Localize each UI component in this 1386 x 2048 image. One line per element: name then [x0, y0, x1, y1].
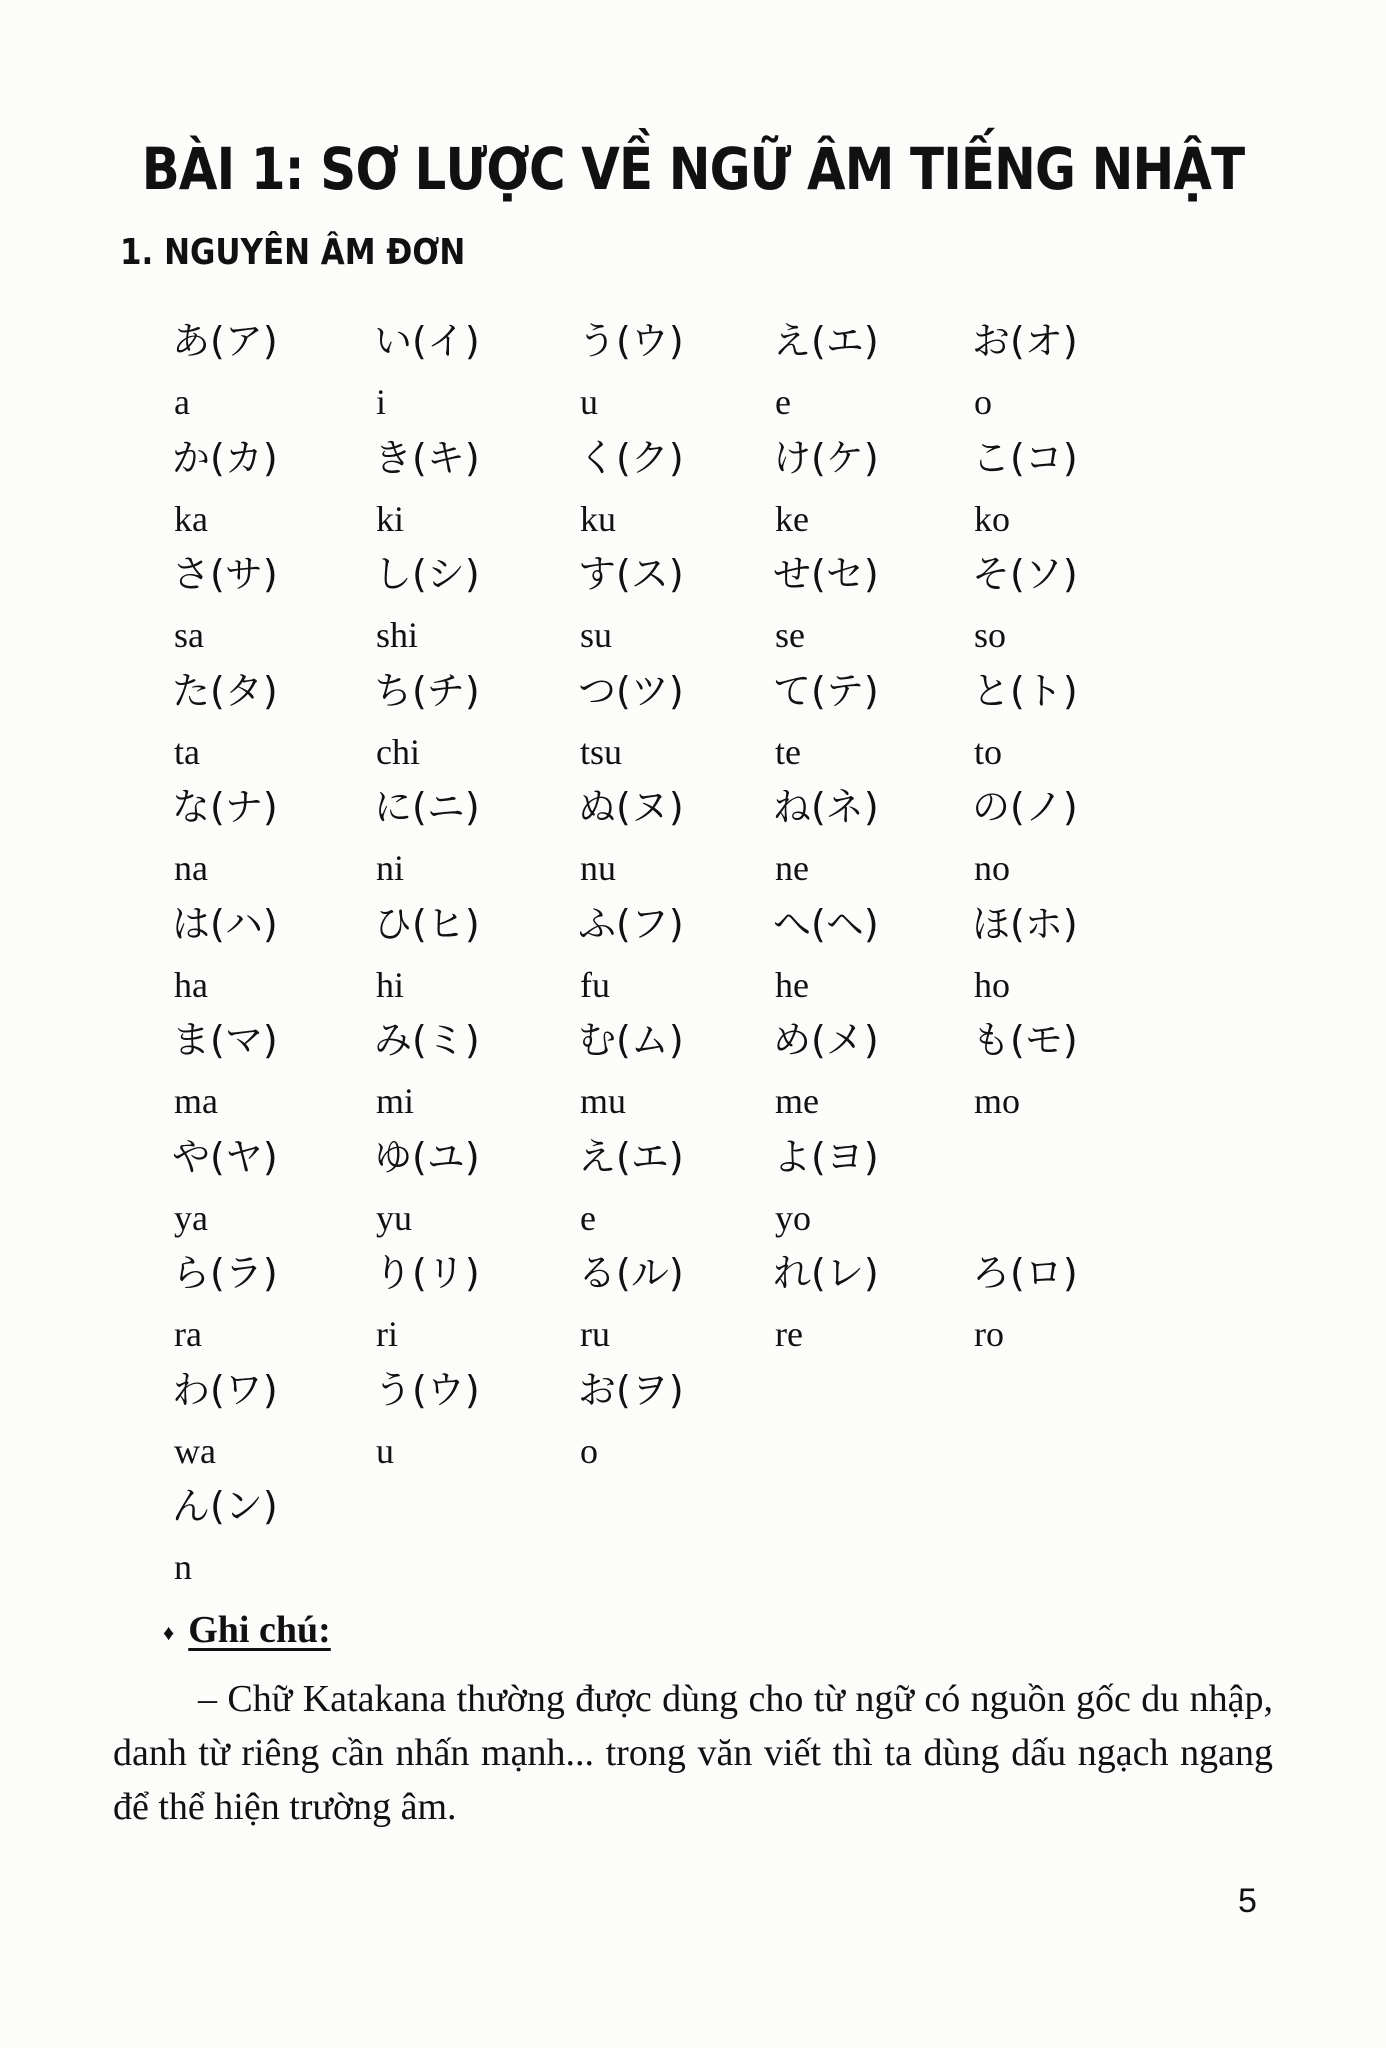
- kana-character: き(キ): [374, 435, 480, 480]
- kana-character: ね(ネ): [773, 785, 879, 829]
- romaji-reading: o: [580, 1430, 598, 1471]
- kana-character: す(ス): [578, 552, 684, 596]
- kana-character: た(タ): [172, 668, 278, 713]
- romaji-reading: hi: [376, 964, 405, 1005]
- note-heading: [163, 1608, 331, 1652]
- note-body: – Chữ Katakana thường được dùng cho từ ngữ có nguồn gốc du nhập, danh từ riêng cần nhấn mạnh... trong văn viết thì ta dùng dấu ngạch ngang để thể hiện trường âm.: [113, 1678, 1273, 1828]
- kana-character: わ(ワ): [172, 1367, 278, 1412]
- romaji-reading: ko: [974, 498, 1010, 539]
- kana-character: つ(ツ): [578, 668, 684, 713]
- romaji-reading: nu: [580, 848, 616, 888]
- kana-character: め(メ): [773, 1018, 879, 1062]
- romaji-reading: no: [974, 848, 1010, 888]
- kana-character: か(カ): [172, 435, 278, 480]
- kana-character: お(オ): [972, 319, 1078, 363]
- kana-character: と(ト): [972, 668, 1078, 713]
- kana-character: せ(セ): [773, 552, 879, 596]
- romaji-reading: ho: [974, 964, 1010, 1005]
- kana-character: ろ(ロ): [972, 1251, 1078, 1295]
- kana-character: ら(ラ): [172, 1251, 278, 1295]
- kana-character: い(イ): [374, 319, 480, 363]
- romaji-reading: he: [775, 964, 809, 1005]
- kana-character: け(ケ): [773, 435, 879, 480]
- romaji-reading: shi: [376, 615, 419, 655]
- diamond-bullet-icon: ♦: [163, 1620, 175, 1646]
- kana-character: え(エ): [773, 319, 879, 363]
- romaji-reading: ha: [174, 964, 208, 1005]
- romaji-reading: su: [580, 615, 613, 655]
- kana-character: へ(ヘ): [773, 901, 879, 946]
- kana-character: り(リ): [374, 1251, 480, 1295]
- romaji-reading: i: [376, 382, 387, 422]
- kana-character: お(ヲ): [578, 1367, 684, 1412]
- romaji-reading: re: [775, 1314, 803, 1354]
- romaji-reading: ro: [974, 1314, 1004, 1354]
- romaji-reading: yo: [775, 1197, 811, 1238]
- kana-character: ふ(フ): [578, 901, 684, 946]
- romaji-reading: ne: [775, 848, 809, 888]
- kana-character: ぬ(ヌ): [578, 785, 684, 829]
- romaji-reading: mu: [580, 1081, 627, 1121]
- kana-character: れ(レ): [773, 1251, 879, 1295]
- romaji-reading: te: [775, 731, 801, 772]
- romaji-reading: ta: [174, 731, 200, 772]
- kana-character: よ(ヨ): [773, 1134, 879, 1179]
- romaji-reading: ka: [174, 498, 208, 539]
- kana-character: は(ハ): [172, 901, 278, 946]
- romaji-reading: ma: [174, 1081, 218, 1121]
- kana-character: や(ヤ): [172, 1134, 278, 1179]
- romaji-reading: wa: [174, 1430, 216, 1471]
- romaji-reading: to: [974, 731, 1003, 772]
- romaji-reading: ri: [376, 1314, 398, 1354]
- romaji-reading: e: [580, 1197, 596, 1238]
- kana-character: ん(ン): [172, 1484, 278, 1528]
- kana-character: ほ(ホ): [972, 901, 1078, 946]
- romaji-reading: ru: [580, 1314, 610, 1354]
- section-heading: 1. NGUYÊN ÂM ĐƠN: [120, 232, 466, 273]
- romaji-reading: u: [376, 1430, 394, 1471]
- kana-character: し(シ): [374, 552, 480, 596]
- kana-character: て(テ): [773, 668, 879, 713]
- lesson-title: BÀI 1: SƠ LƯỢC VỀ NGỮ ÂM TIẾNG NHẬT: [141, 135, 1245, 203]
- romaji-reading: so: [974, 615, 1007, 655]
- kana-character: る(ル): [578, 1251, 684, 1295]
- page-number: 5: [1238, 1882, 1257, 1920]
- romaji-reading: ni: [376, 848, 405, 888]
- kana-character: も(モ): [972, 1018, 1078, 1062]
- kana-character: そ(ソ): [972, 552, 1078, 596]
- kana-character: ま(マ): [172, 1018, 278, 1062]
- romaji-reading: e: [775, 382, 791, 422]
- kana-character: さ(サ): [172, 552, 278, 596]
- romaji-reading: me: [775, 1081, 819, 1121]
- kana-character: み(ミ): [374, 1018, 480, 1062]
- kana-character: ひ(ヒ): [374, 901, 480, 946]
- romaji-reading: tsu: [580, 731, 623, 772]
- romaji-reading: se: [775, 615, 805, 655]
- romaji-reading: mi: [376, 1081, 415, 1121]
- romaji-reading: n: [174, 1547, 192, 1587]
- kana-character: く(ク): [578, 435, 684, 480]
- kana-character: う(ウ): [578, 319, 684, 363]
- kana-character: む(ム): [578, 1018, 684, 1062]
- romaji-reading: na: [174, 848, 208, 888]
- romaji-reading: ke: [775, 498, 809, 539]
- kana-character: あ(ア): [172, 319, 278, 363]
- kana-character: え(エ): [578, 1134, 684, 1179]
- romaji-reading: ki: [376, 498, 405, 539]
- romaji-reading: mo: [974, 1081, 1021, 1121]
- romaji-reading: ku: [580, 498, 616, 539]
- kana-character: う(ウ): [374, 1367, 480, 1412]
- kana-character: な(ナ): [172, 785, 278, 829]
- kana-character: の(ノ): [972, 785, 1078, 829]
- romaji-reading: a: [174, 382, 190, 422]
- romaji-reading: yu: [376, 1197, 412, 1238]
- romaji-reading: ya: [174, 1197, 208, 1238]
- kana-character: に(ニ): [374, 785, 480, 829]
- romaji-reading: fu: [580, 964, 610, 1005]
- kana-character: ち(チ): [374, 668, 480, 713]
- kana-character: ゆ(ユ): [374, 1134, 480, 1179]
- kana-character: こ(コ): [972, 435, 1078, 480]
- note-label: Ghi chú:: [188, 1609, 331, 1651]
- romaji-reading: sa: [174, 615, 204, 655]
- romaji-reading: o: [974, 382, 992, 422]
- romaji-reading: chi: [376, 731, 420, 772]
- romaji-reading: u: [580, 382, 598, 422]
- romaji-reading: ra: [174, 1314, 202, 1354]
